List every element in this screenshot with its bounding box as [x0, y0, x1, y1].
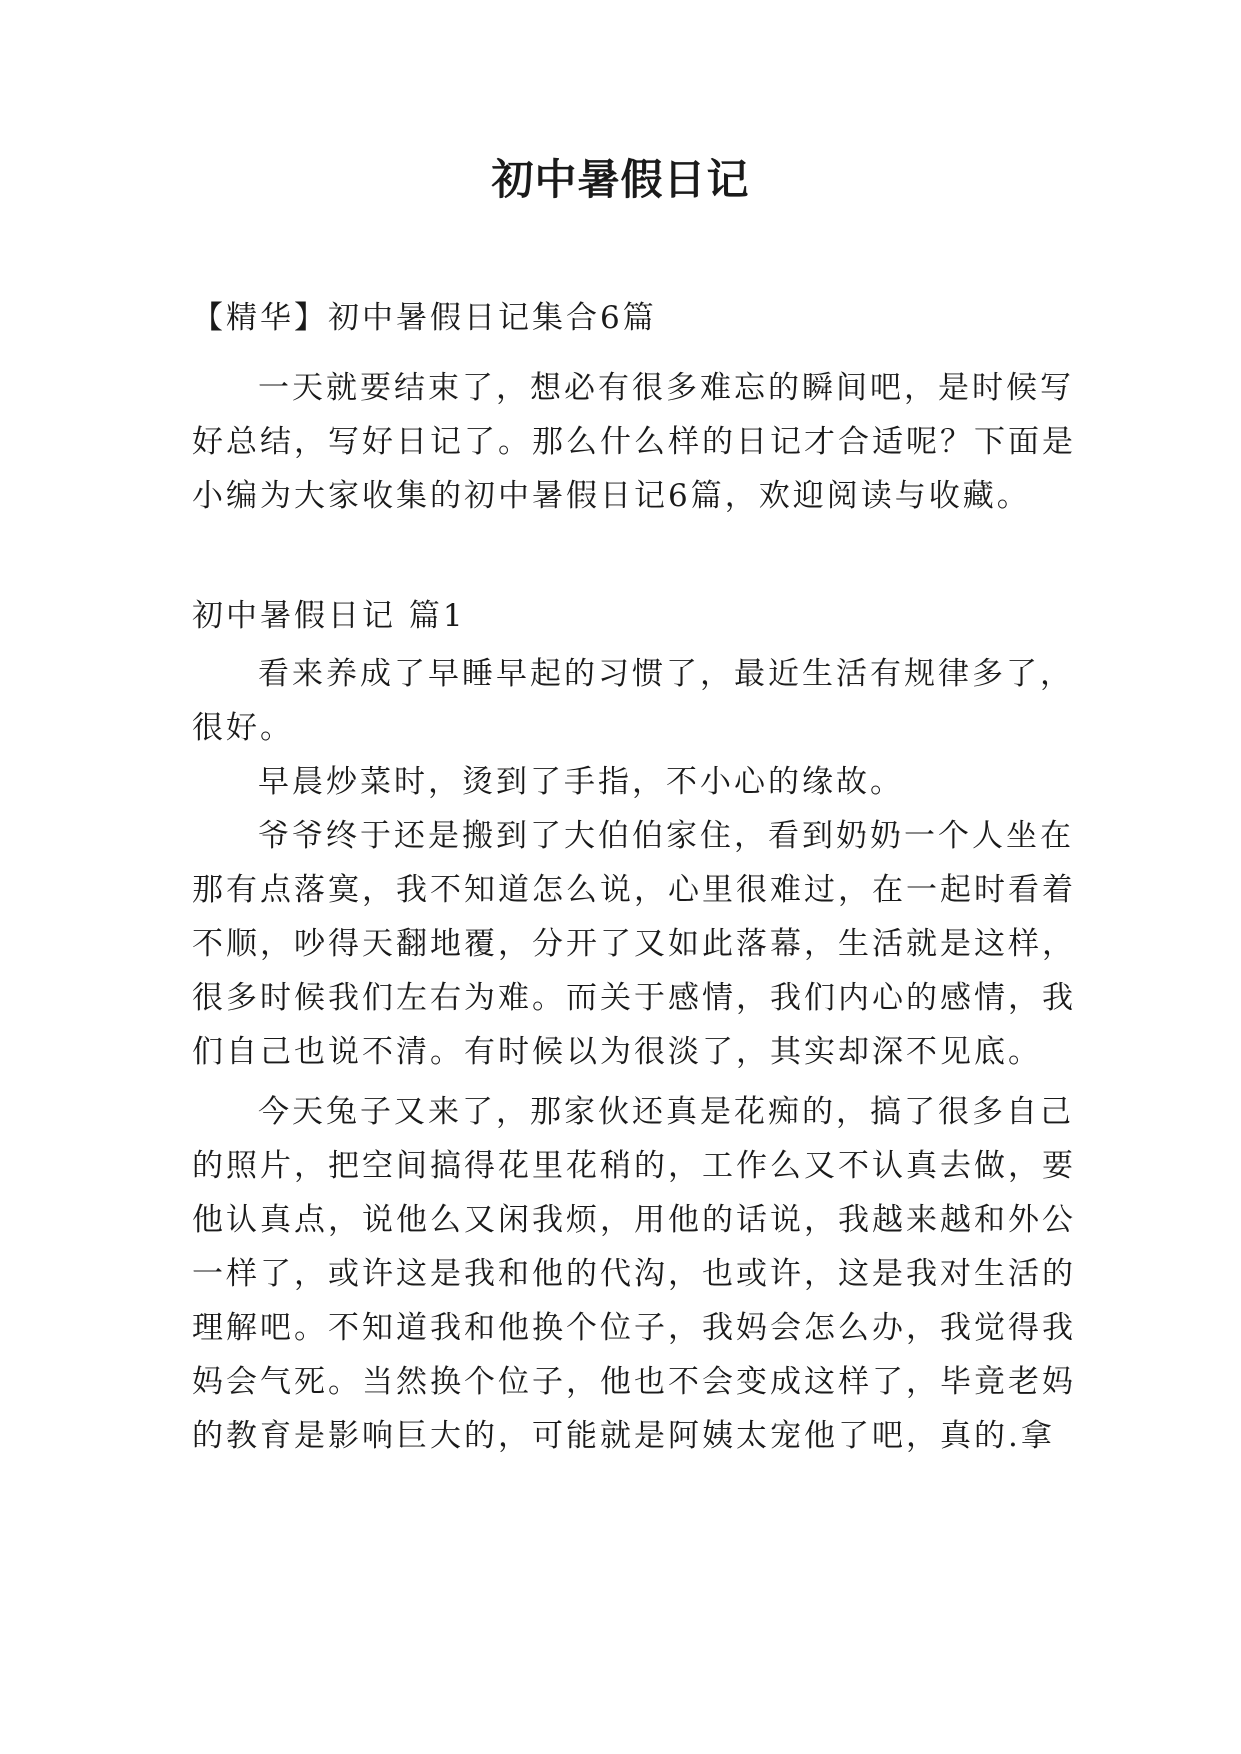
body-line: 们自己也说不清。有时候以为很淡了，其实却深不见底。: [192, 1034, 1042, 1070]
body-line: 的教育是影响巨大的，可能就是阿姨太宠他了吧，真的.拿: [192, 1418, 1055, 1454]
section-heading: 初中暑假日记 篇1: [192, 598, 466, 634]
document-subtitle: 【精华】初中暑假日记集合6篇: [192, 300, 657, 336]
document-title: 初中暑假日记: [491, 155, 750, 204]
body-line: 爷爷终于还是搬到了大伯伯家住，看到奶奶一个人坐在: [258, 818, 1074, 854]
intro-line: 好总结，写好日记了。那么什么样的日记才合适呢？下面是: [192, 424, 1076, 460]
body-line: 很多时候我们左右为难。而关于感情，我们内心的感情，我: [192, 980, 1076, 1016]
intro-line: 小编为大家收集的初中暑假日记6篇，欢迎阅读与收藏。: [192, 478, 1031, 514]
body-line: 他认真点，说他么又闲我烦，用他的话说，我越来越和外公: [192, 1202, 1076, 1238]
body-line: 早晨炒菜时，烫到了手指，不小心的缘故。: [258, 764, 904, 800]
body-line: 一样了，或许这是我和他的代沟，也或许，这是我对生活的: [192, 1256, 1076, 1292]
body-line: 理解吧。不知道我和他换个位子，我妈会怎么办，我觉得我: [192, 1310, 1076, 1346]
body-line: 很好。: [192, 710, 294, 746]
body-line: 不顺，吵得天翻地覆，分开了又如此落幕，生活就是这样，: [192, 926, 1076, 962]
body-line: 妈会气死。当然换个位子，他也不会变成这样了，毕竟老妈: [192, 1364, 1076, 1400]
body-line: 那有点落寞，我不知道怎么说，心里很难过，在一起时看着: [192, 872, 1076, 908]
body-line: 今天兔子又来了，那家伙还真是花痴的，搞了很多自己: [258, 1094, 1074, 1130]
intro-line: 一天就要结束了，想必有很多难忘的瞬间吧，是时候写: [258, 370, 1074, 406]
body-line: 的照片，把空间搞得花里花稍的，工作么又不认真去做，要: [192, 1148, 1076, 1184]
body-line: 看来养成了早睡早起的习惯了，最近生活有规律多了，: [258, 656, 1074, 692]
